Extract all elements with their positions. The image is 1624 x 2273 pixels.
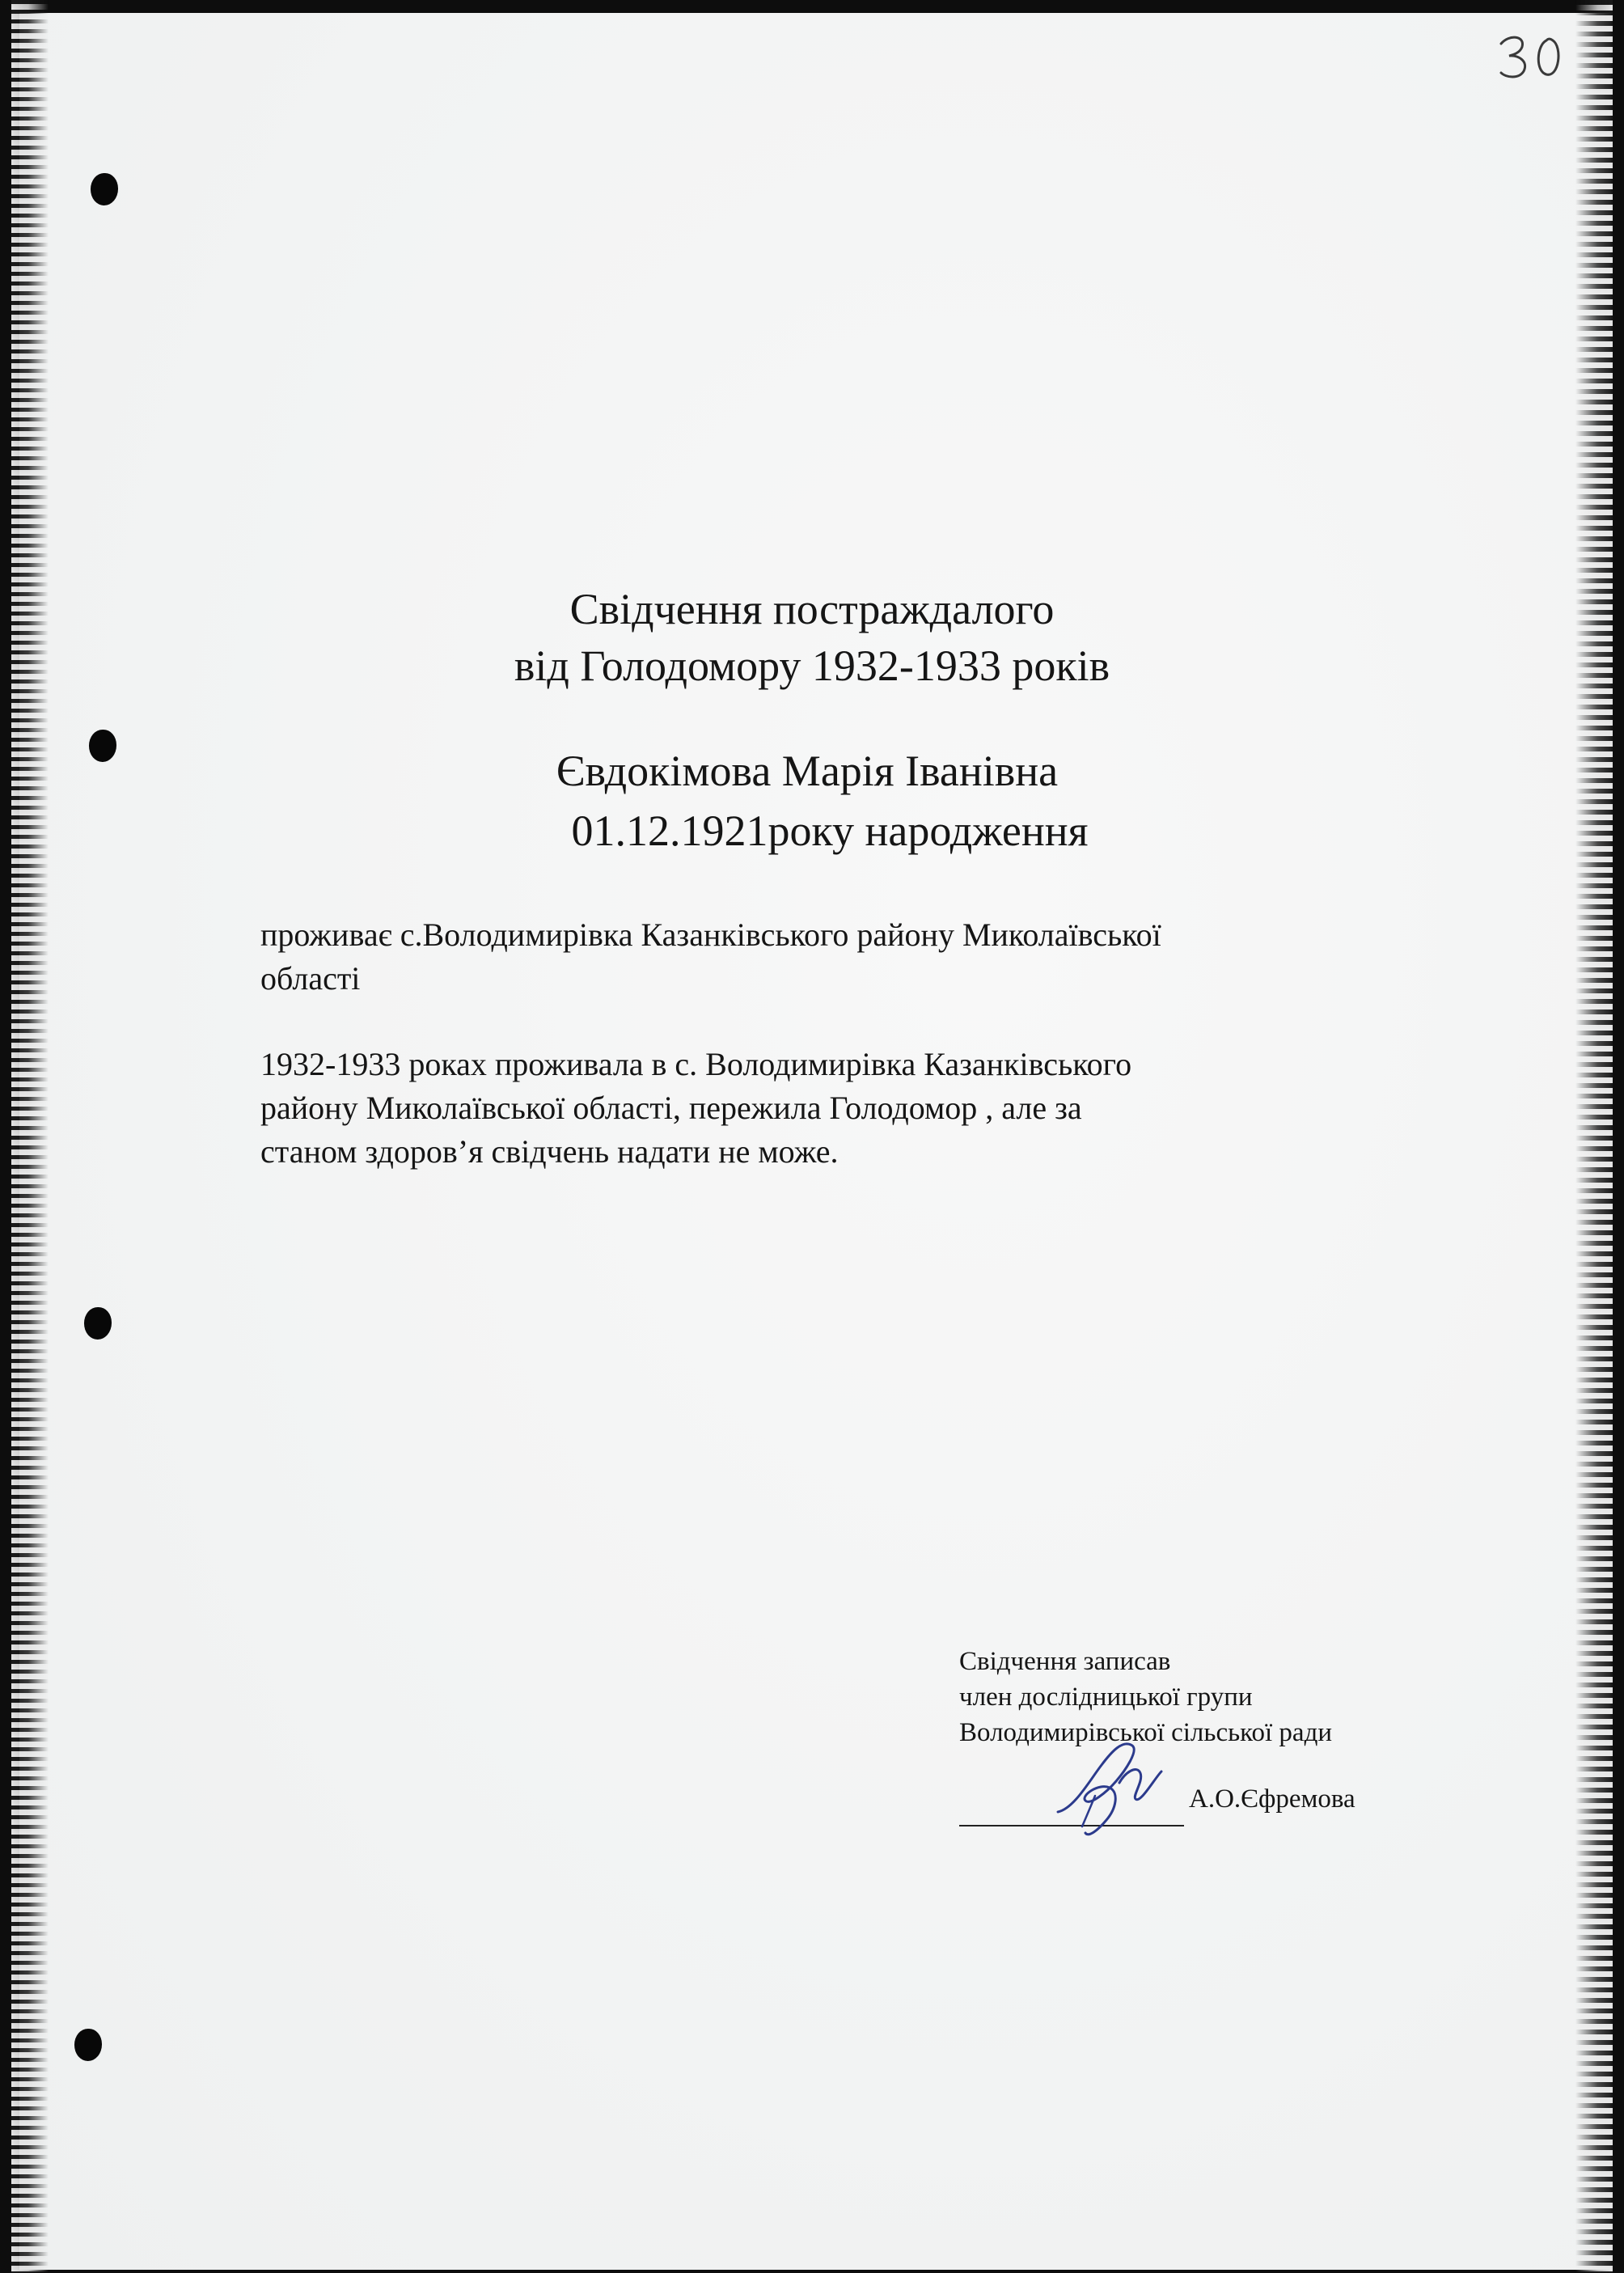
recorder-line-1: Свідчення записав xyxy=(959,1647,1171,1676)
testimony-line-3: станом здоров’я свідчень надати не може. xyxy=(260,1133,839,1170)
testimony-line-2: району Миколаївської області, пережила Голодомор , але за xyxy=(260,1090,1082,1126)
recorder-line-2: член дослідницької групи xyxy=(959,1683,1253,1712)
punch-hole-4 xyxy=(74,2029,102,2061)
signature-scribble xyxy=(1042,1731,1171,1844)
residence-line-1: проживає с.Володимирівка Казанківського району Миколаївської xyxy=(260,916,1161,953)
punch-hole-3 xyxy=(84,1307,112,1340)
testimony-line-1: 1932-1933 роках проживала в с. Володимирівка Казанківського xyxy=(260,1046,1132,1082)
person-name: Євдокімова Марія Іванівна xyxy=(556,747,1059,795)
page-number xyxy=(1495,29,1584,90)
right-feed-edge xyxy=(1575,0,1613,2273)
recorder-line-3: Володимирівської сільської ради xyxy=(959,1718,1333,1747)
title-line-1: Свідчення постраждалого xyxy=(569,585,1055,633)
punch-hole-1 xyxy=(91,173,118,205)
recorder-name: А.О.Єфремова xyxy=(1189,1784,1355,1814)
handwritten-page-number xyxy=(1495,29,1584,86)
residence-line-2: області xyxy=(260,960,361,997)
signature xyxy=(1042,1731,1171,1848)
left-feed-edge xyxy=(11,0,49,2273)
title-line-2: від Голодомору 1932-1933 років xyxy=(514,641,1110,690)
person-birth: 01.12.1921року народження xyxy=(571,806,1089,855)
